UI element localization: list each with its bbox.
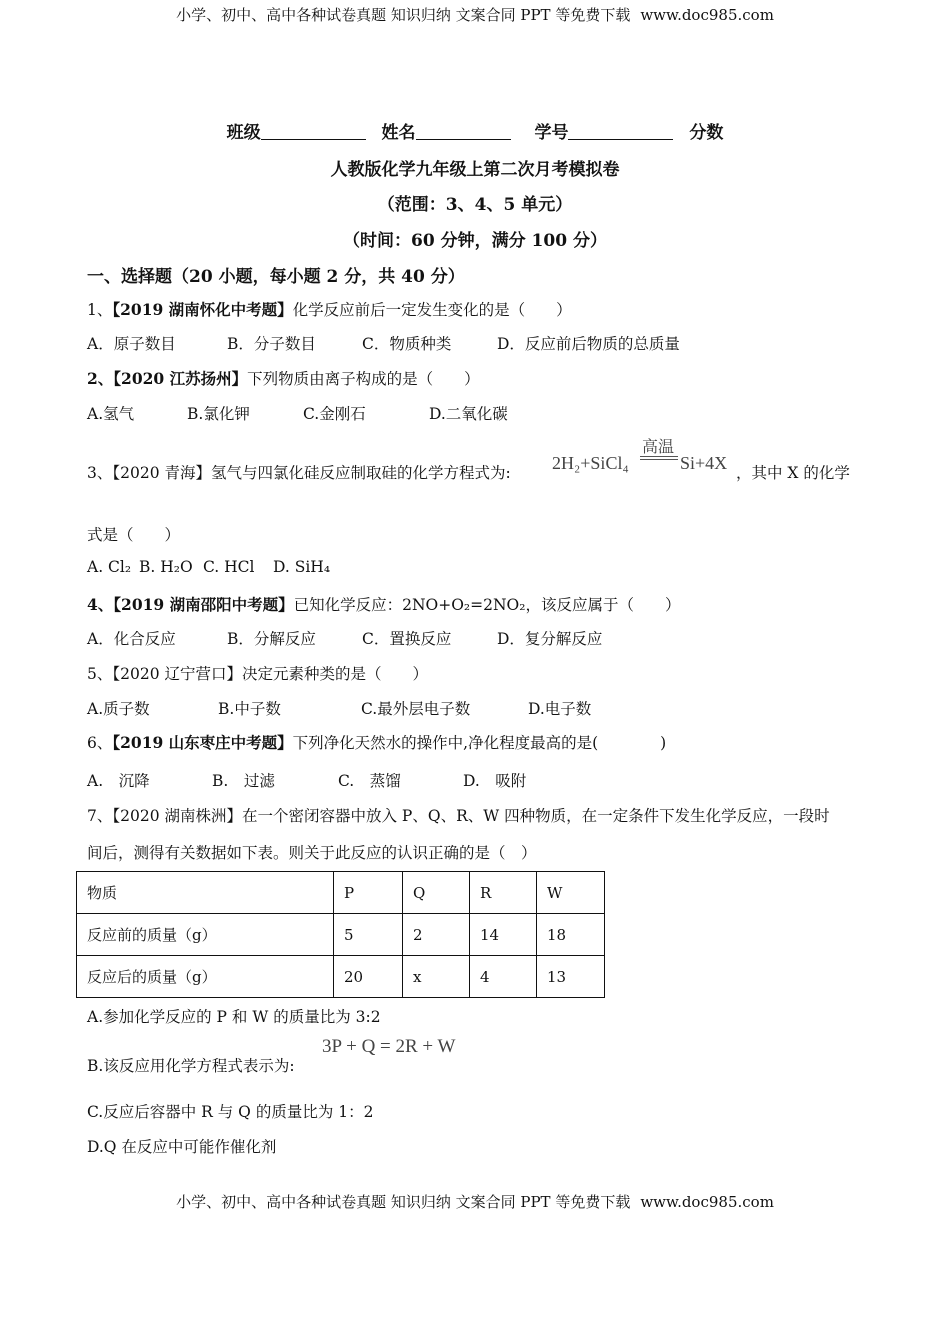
q3-eq-bar-bottom	[640, 459, 678, 460]
q3-option-b[interactable]: B. H₂O	[139, 558, 193, 576]
score-label: 分数	[689, 123, 724, 143]
q6-option-b[interactable]: B. 过滤	[212, 772, 275, 790]
q6-option-c[interactable]: C. 蒸馏	[338, 772, 401, 790]
q4-source: 【2019 湖南邵阳中考题】	[113, 595, 294, 614]
table-header-row	[77, 872, 605, 914]
q3-option-c[interactable]: C. HCl	[203, 558, 255, 576]
table-cell: 14	[470, 914, 537, 956]
q1-number: 1、	[87, 301, 113, 319]
q3-eq-bar-top	[640, 456, 678, 457]
q7-option-d[interactable]: D.Q 在反应中可能作催化剂	[87, 1138, 277, 1156]
q6-options	[87, 769, 526, 791]
table-cell: 18	[537, 914, 605, 956]
page-footer-url[interactable]: www.doc985.com	[640, 1193, 774, 1211]
q5-option-b[interactable]: B.中子数	[218, 700, 281, 718]
table-cell: 20	[334, 956, 403, 998]
q2-option-b[interactable]: B.氯化钾	[187, 405, 250, 423]
q2-number: 2、	[87, 369, 114, 388]
q1-option-d[interactable]: D．反应前后物质的总质量	[497, 335, 680, 353]
q3-text-after: ，其中 X 的化学	[736, 464, 850, 482]
student-info	[0, 118, 950, 143]
student-id-label: 学号	[534, 123, 569, 143]
q7-number: 7、	[87, 807, 113, 825]
table-header-cell: P	[334, 872, 403, 914]
q4-option-d[interactable]: D．复分解反应	[497, 630, 603, 648]
q5-option-d[interactable]: D.电子数	[528, 700, 592, 718]
q2-option-c[interactable]: C.金刚石	[303, 405, 366, 423]
q3-text-cont: 式是（ ）	[87, 526, 181, 544]
q4-option-b[interactable]: B．分解反应	[227, 630, 316, 648]
q7-option-a[interactable]: A.参加化学反应的 P 和 W 的质量比为 3:2	[87, 1008, 381, 1026]
q1-option-c[interactable]: C．物质种类	[362, 335, 452, 353]
q6-option-d[interactable]: D. 吸附	[463, 772, 527, 790]
exam-time: （时间：60 分钟，满分 100 分）	[343, 231, 607, 251]
table-cell: 13	[537, 956, 605, 998]
q4-option-c[interactable]: C．置换反应	[362, 630, 452, 648]
q4-options	[87, 627, 602, 649]
q6-number: 6、	[87, 734, 113, 752]
q3-option-d[interactable]: D. SiH₄	[273, 558, 331, 576]
q3-options	[87, 558, 330, 576]
q3-eq-condition: 高温	[642, 437, 675, 456]
q3-text: 氢气与四氯化硅反应制取硅的化学方程式为:	[211, 464, 511, 482]
q3-source: 【2020 青海】	[112, 464, 211, 482]
q3-option-a[interactable]: A. Cl₂	[87, 558, 132, 576]
table-row	[77, 956, 605, 998]
question-1	[87, 298, 572, 320]
name-blank[interactable]	[416, 123, 511, 140]
q6-source: 【2019 山东枣庄中考题】	[112, 733, 293, 752]
table-cell: 5	[334, 914, 403, 956]
name-label: 姓名	[381, 123, 416, 143]
table-cell: x	[403, 956, 470, 998]
q3-eq-left: 2H₂+SiCl₄	[552, 453, 629, 473]
q7-option-c[interactable]: C.反应后容器中 R 与 Q 的质量比为 1：2	[87, 1103, 374, 1121]
table-header-cell: 物质	[77, 872, 334, 914]
q1-option-a[interactable]: A．原子数目	[87, 335, 176, 353]
q7-text-cont: 间后，测得有关数据如下表。则关于此反应的认识正确的是（ ）	[87, 844, 537, 862]
q7-option-b[interactable]: B.该反应用化学方程式表示为:	[87, 1057, 295, 1075]
exam-title: 人教版化学九年级上第二次月考模拟卷	[330, 160, 620, 180]
q5-options	[87, 697, 591, 719]
student-id-blank[interactable]	[568, 123, 673, 140]
q3-equation	[552, 432, 732, 482]
q7-text: 在一个密闭容器中放入 P、Q、R、W 四种物质，在一定条件下发生化学反应，一段时	[242, 807, 830, 825]
q2-option-a[interactable]: A.氢气	[87, 405, 135, 423]
q4-number: 4、	[87, 595, 114, 614]
q5-text: 决定元素种类的是（ ）	[242, 665, 429, 683]
table-cell: 反应前的质量（g）	[77, 914, 334, 956]
table-header-cell: Q	[403, 872, 470, 914]
q1-options	[87, 332, 680, 354]
q4-option-a[interactable]: A．化合反应	[87, 630, 176, 648]
q2-option-d[interactable]: D.二氧化碳	[429, 405, 508, 423]
page-header	[0, 4, 950, 25]
q7-data-table	[76, 871, 605, 998]
q5-source: 【2020 辽宁营口】	[112, 665, 242, 683]
page-header-text: 小学、初中、高中各种试卷真题 知识归纳 文案合同 PPT 等免费下载	[176, 6, 631, 24]
q6-text: 下列净化天然水的操作中,净化程度最高的是( )	[292, 734, 667, 752]
page-header-url[interactable]: www.doc985.com	[640, 6, 774, 24]
question-2	[87, 367, 480, 389]
q3-eq-right: Si+4X	[680, 453, 728, 473]
q7-source: 【2020 湖南株洲】	[112, 807, 242, 825]
q1-text: 化学反应前后一定发生变化的是（ ）	[292, 301, 572, 319]
question-3	[87, 461, 511, 483]
table-cell: 2	[403, 914, 470, 956]
table-cell: 反应后的质量（g）	[77, 956, 334, 998]
q6-option-a[interactable]: A. 沉降	[87, 772, 150, 790]
class-blank[interactable]	[261, 123, 366, 140]
exam-scope: （范围：3、4、5 单元）	[377, 195, 573, 215]
q5-option-c[interactable]: C.最外层电子数	[361, 700, 471, 718]
question-4	[87, 593, 680, 615]
class-label: 班级	[226, 123, 261, 143]
q3-number: 3、	[87, 464, 113, 482]
q7-option-b-equation: 3P + Q = 2R + W	[322, 1036, 456, 1057]
q4-text: 已知化学反应：2NO+O₂=2NO₂，该反应属于（ ）	[293, 596, 681, 614]
q2-source: 【2020 江苏扬州】	[113, 369, 248, 388]
q1-option-b[interactable]: B．分子数目	[227, 335, 316, 353]
table-cell: 4	[470, 956, 537, 998]
q5-number: 5、	[87, 665, 113, 683]
q5-option-a[interactable]: A.质子数	[87, 700, 150, 718]
question-6	[87, 731, 666, 753]
q1-source: 【2019 湖南怀化中考题】	[112, 300, 293, 319]
page-footer-text: 小学、初中、高中各种试卷真题 知识归纳 文案合同 PPT 等免费下载	[176, 1193, 631, 1211]
table-row	[77, 914, 605, 956]
section-title: 一、选择题（20 小题，每小题 2 分，共 40 分）	[87, 267, 465, 287]
question-5	[87, 662, 428, 684]
table-header-cell: W	[537, 872, 605, 914]
question-7	[87, 804, 830, 826]
page-footer	[0, 1191, 950, 1212]
q2-text: 下列物质由离子构成的是（ ）	[247, 370, 480, 388]
q2-options	[87, 402, 508, 424]
table-header-cell: R	[470, 872, 537, 914]
